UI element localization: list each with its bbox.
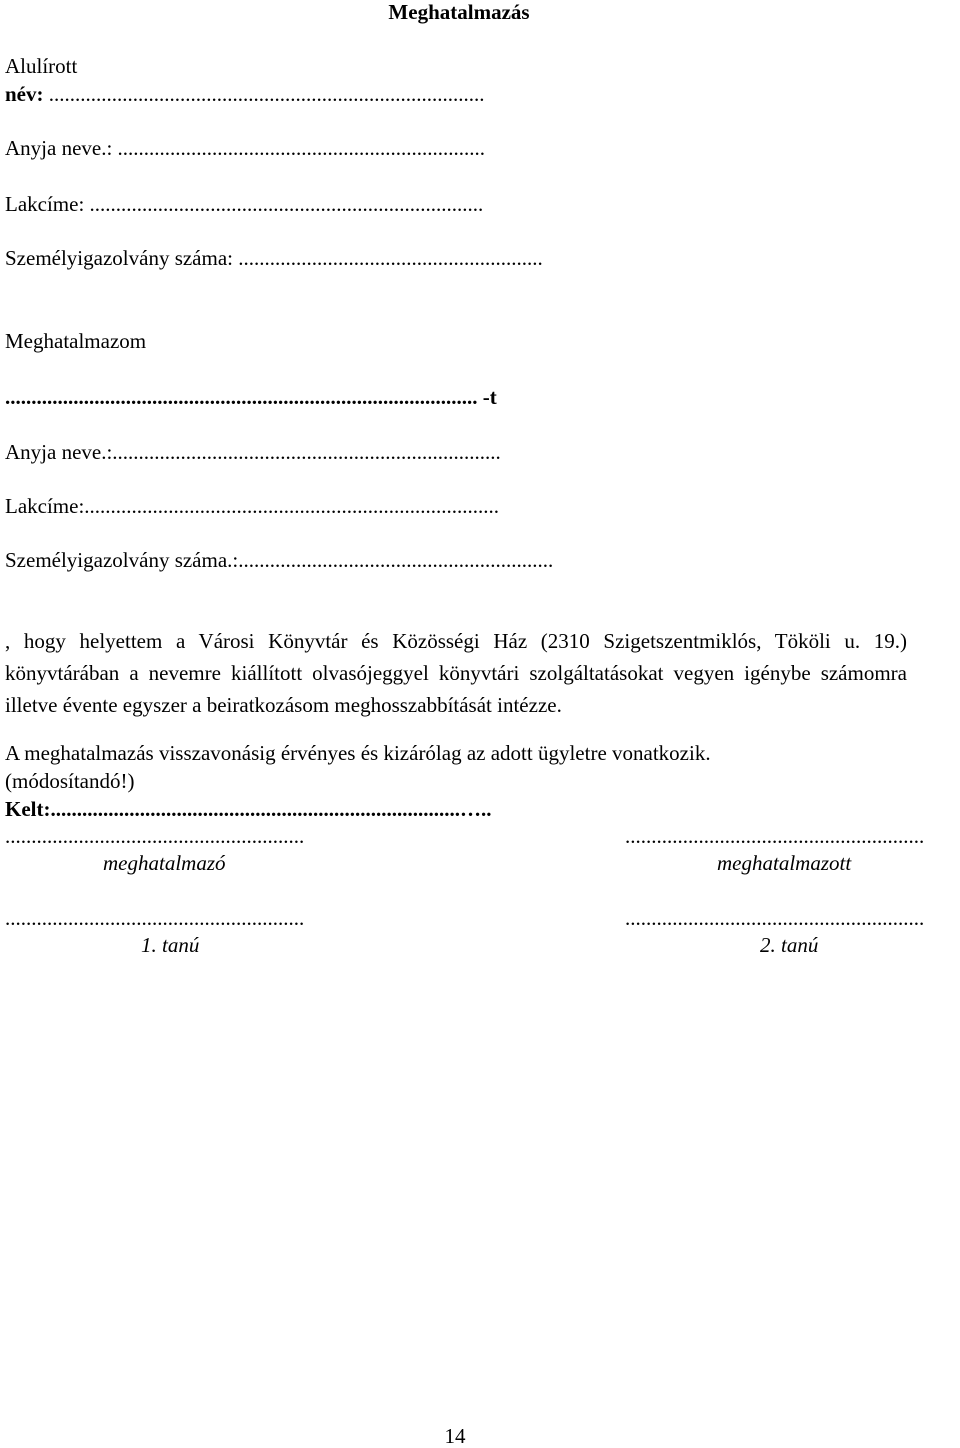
purpose-paragraph: , hogy helyettem a Városi Könyvtár és Közösségi Ház (2310 Szigetszentmiklós, Tököli u. 19.) könyvtárában a nevemre kiállított olvasójeggyel könyvtári szolgáltatásokat vegyen igénybe számomra illetve évente egyszer a beiratkozásom meghosszabbítását intézze. [5, 629, 907, 717]
grantee-name-suffix: -t [477, 385, 497, 409]
grantee-signature-dots: ......................................................... [625, 824, 925, 848]
grantee-mother-dots: .......................................................................... [112, 440, 501, 464]
grantor-mother-dots: ...................................................................... [112, 136, 486, 160]
grantor-intro: Alulírott [5, 54, 78, 78]
grantee-id-label: Személyigazolvány száma.: [5, 548, 239, 572]
grantee-name-line [5, 385, 497, 409]
grantor-signature-label: meghatalmazó [103, 851, 226, 875]
grantor-mother-line [5, 136, 485, 160]
modify-note: (módosítandó!) [5, 769, 135, 793]
witness1-label: 1. tanú [141, 933, 200, 957]
grantor-id-dots: .......................................................... [233, 246, 543, 270]
grantee-mother-label: Anyja neve.: [5, 440, 113, 464]
grantor-mother-label: Anyja neve.: [5, 136, 113, 160]
grantee-id-dots: ............................................................ [238, 548, 554, 572]
grantor-id-line [5, 246, 543, 270]
grantor-address-dots: ........................................................................... [84, 192, 484, 216]
grantee-address-label: Lakcíme: [5, 494, 85, 518]
document-title: Meghatalmazás [388, 0, 530, 24]
grantee-mother-line [5, 440, 501, 464]
witness2-signature-dots: ......................................................... [625, 906, 925, 930]
grantee-address-line [5, 494, 499, 518]
grantee-address-dots: ............................................................................... [84, 494, 500, 518]
grantor-name-label: név: [5, 82, 44, 106]
grantor-address-label: Lakcíme: [5, 192, 85, 216]
grantor-address-line [5, 192, 483, 216]
validity-paragraph: A meghatalmazás visszavonásig érvényes és kizárólag az adott ügyletre vonatkozik. [5, 741, 711, 765]
witness1-signature-dots: ......................................................... [5, 906, 305, 930]
authorize-heading: Meghatalmazom [5, 329, 147, 353]
grantor-id-label: Személyigazolvány száma: [5, 246, 233, 270]
grantee-name-dots: .......................................................................................... [5, 385, 478, 409]
grantor-signature-dots: ......................................................... [5, 824, 305, 848]
page-number: 14 [444, 1424, 466, 1448]
grantee-signature-label: meghatalmazott [717, 851, 852, 875]
witness2-label: 2. tanú [760, 933, 819, 957]
grantee-id-line [5, 548, 553, 572]
kelt-line: Kelt:..............................................................................….. [5, 797, 492, 821]
grantor-name-line [5, 82, 485, 106]
grantor-name-dots: ................................................................................... [43, 82, 485, 106]
